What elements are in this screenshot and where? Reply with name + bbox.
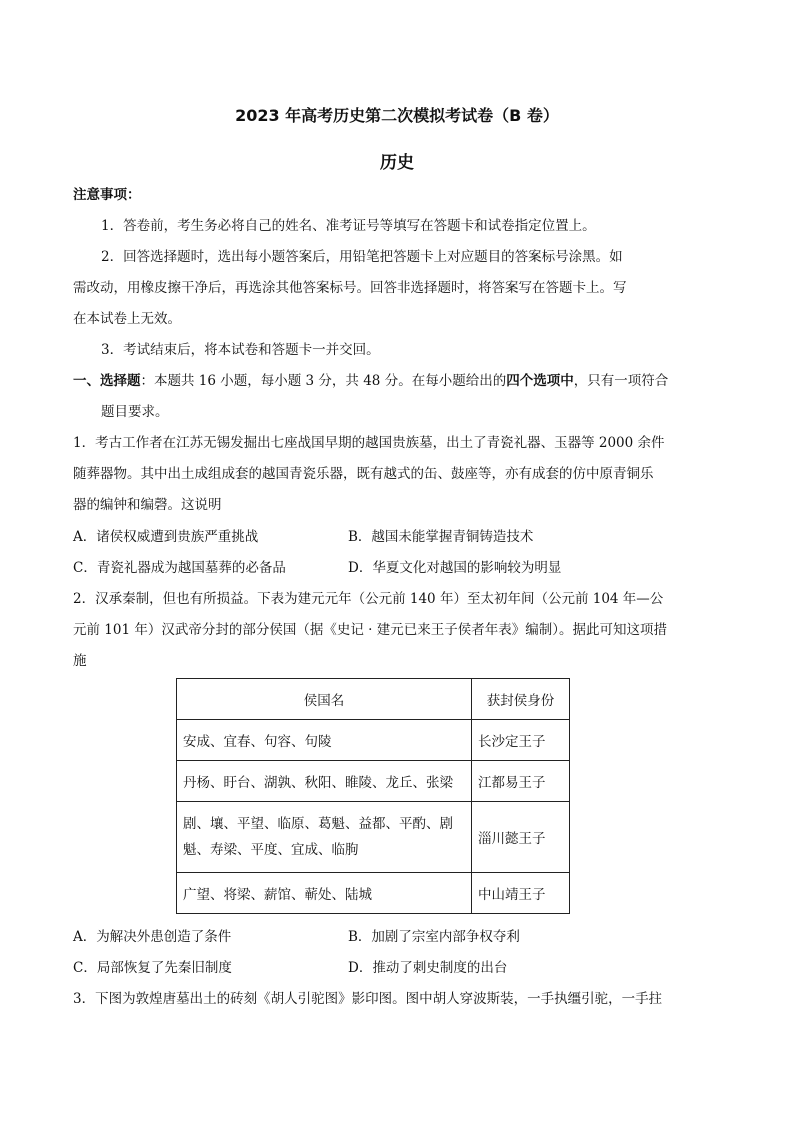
section-heading-line-2: 题目要求。 xyxy=(101,404,169,420)
q3-stem-line-1: 3．下图为敦煌唐墓出土的砖刻《胡人引驼图》影印图。图中胡人穿波斯装，一手执缰引驼，一手拄 xyxy=(73,991,663,1007)
section-desc-end: ，只有一项符合 xyxy=(573,373,669,389)
table-cell: 丹杨、盱台、湖孰、秋阳、睢陵、龙丘、张梁 xyxy=(177,761,472,802)
q1-option-b: B．越国未能掌握青铜铸造技术 xyxy=(348,529,534,545)
q2-option-a: A．为解决外患创造了条件 xyxy=(73,929,232,945)
table-row xyxy=(177,720,570,761)
table-cell: 长沙定王子 xyxy=(472,720,570,761)
q2-option-b: B．加剧了宗室内部争权夺利 xyxy=(348,929,520,945)
table-row xyxy=(177,761,570,802)
table-header-row xyxy=(177,679,570,720)
notice-item-2-line-2: 需改动，用橡皮擦干净后，再选涂其他答案标号。回答非选择题时，将答案写在答题卡上。写 xyxy=(73,280,627,296)
table-cell: 江都易王子 xyxy=(472,761,570,802)
section-label: 一、选择题 xyxy=(73,373,141,389)
notice-item-2-line-1: 2．回答选择题时，选出每小题答案后，用铅笔把答题卡上对应题目的答案标号涂黑。如 xyxy=(101,249,623,265)
page-title: 2023 年高考历史第二次模拟考试卷（B 卷） xyxy=(235,106,559,125)
table-cell xyxy=(177,802,472,873)
marquisate-table xyxy=(176,678,570,914)
notice-item-3: 3．考试结束后，将本试卷和答题卡一并交回。 xyxy=(101,342,380,358)
notice-heading: 注意事项： xyxy=(73,187,141,203)
q2-stem-line-2: 元前 101 年）汉武帝分封的部分侯国（据《史记 · 建元已来王子侯者年表》编制）。据此可知这项措 xyxy=(73,622,667,638)
q2-stem-line-1: 2．汉承秦制，但也有所损益。下表为建元元年（公元前 140 年）至太初年间（公元前 104 年—公 xyxy=(73,591,664,607)
q2-option-d: D．推动了刺史制度的出台 xyxy=(348,960,508,976)
page-subtitle: 历史 xyxy=(380,153,414,173)
section-heading xyxy=(73,372,668,390)
table-cell: 安成、宜春、句容、句陵 xyxy=(177,720,472,761)
q1-stem-line-2: 随葬器物。其中出土成组成套的越国青瓷乐器，既有越式的缶、鼓座等，亦有成套的仿中原青铜乐 xyxy=(73,466,654,482)
q1-stem-line-1: 1．考古工作者在江苏无锡发掘出七座战国早期的越国贵族墓，出土了青瓷礼器、玉器等 2000 余件 xyxy=(73,435,665,451)
q1-option-a: A．诸侯权威遭到贵族严重挑战 xyxy=(73,529,259,545)
q1-option-d: D．华夏文化对越国的影响较为明显 xyxy=(348,560,562,576)
table-row xyxy=(177,802,570,873)
table-cell: 淄川懿王子 xyxy=(472,802,570,873)
table-cell-line: 魁、寿梁、平度、宜成、临朐 xyxy=(183,842,359,858)
table-header-cell: 获封侯身份 xyxy=(472,679,570,720)
q2-stem-line-3: 施 xyxy=(73,653,87,669)
q2-option-c: C．局部恢复了先秦旧制度 xyxy=(73,960,232,976)
table-header-cell: 侯国名 xyxy=(177,679,472,720)
section-emphasis: 四个选项中 xyxy=(506,373,574,389)
table-cell: 广望、将梁、薪馆、蕲处、陆城 xyxy=(177,873,472,914)
q1-option-c: C．青瓷礼器成为越国墓葬的必备品 xyxy=(73,560,286,576)
section-desc: ：本题共 16 小题，每小题 3 分，共 48 分。在每小题给出的 xyxy=(140,373,507,389)
q1-stem-line-3: 器的编钟和编磬。这说明 xyxy=(73,497,222,513)
table-cell: 中山靖王子 xyxy=(472,873,570,914)
notice-item-2-line-3: 在本试卷上无效。 xyxy=(73,311,181,327)
table-cell-line: 剧、壤、平望、临原、葛魁、益都、平酌、剧 xyxy=(183,816,453,832)
table-row xyxy=(177,873,570,914)
notice-item-1: 1．答卷前，考生务必将自己的姓名、准考证号等填写在答题卡和试卷指定位置上。 xyxy=(101,218,596,234)
